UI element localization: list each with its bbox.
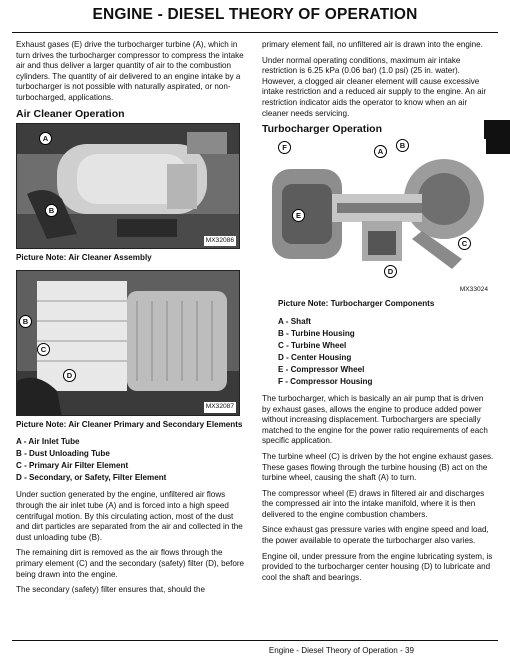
body-paragraph: Under normal operating conditions, maximum air intake restriction is 6.25 kPa (0.06 bar) (1.0 psi) (25 in. water). However, a clogged air cleaner element will cause excessive intake restriction and a reduced air supply to the engine. An air restriction indicator aids the operator to know when an air cleaner needs servicing. (262, 55, 487, 118)
body-paragraph: The compressor wheel (E) draws in filtered air and discharges the compressed air into the intake manifold, where it is then delivered to the engine combustion chambers. (262, 488, 485, 519)
footer-rule (12, 640, 498, 641)
body-paragraph: Under suction generated by the engine, unfiltered air flows through the air inlet tube (A) and is forced into a high speed centrifugal motion. By this circulating action, most of the dust and dirt particles are separated from the air and collected in the dust unloading tube (B). (16, 490, 243, 542)
left-column (16, 40, 248, 601)
callout-c: C (458, 237, 471, 250)
right-column (262, 40, 494, 588)
figure-code: MX32087 (204, 402, 236, 413)
turbocharger-legend (262, 316, 494, 388)
callout-f: F (278, 141, 291, 154)
legend-item: C - Turbine Wheel (278, 340, 347, 350)
callout-d: D (384, 265, 397, 278)
air-cleaner-elements-photo (16, 270, 240, 416)
body-paragraph: The secondary (safety) filter ensures that, should the (16, 585, 205, 595)
legend-item: D - Center Housing (278, 352, 352, 362)
figure-code: MX32086 (204, 236, 236, 247)
page-header (0, 6, 510, 34)
callout-b: B (396, 139, 409, 152)
figure-code: MX33024 (459, 285, 488, 293)
body-paragraph: primary element fail, no unfiltered air is drawn into the engine. (262, 40, 483, 49)
body-paragraph: Engine oil, under pressure from the engine lubricating system, is provided to the turbocharger center housing (D) to lubricate and cool the shaft and bearings. (262, 551, 493, 582)
legend-item: A - Air Inlet Tube (16, 437, 80, 447)
picture-note-turbocharger: Picture Note: Turbocharger Components (278, 299, 435, 309)
legend-item: D - Secondary, or Safety, Filter Element (16, 473, 167, 483)
legend-item: B - Turbine Housing (278, 328, 355, 338)
callout-b: B (19, 315, 32, 328)
picture-note-elements: Picture Note: Air Cleaner Primary and Secondary Elements (16, 419, 243, 429)
body-paragraph: The turbine wheel (C) is driven by the hot engine exhaust gases. These gases flowing through the turbine housing (B) act on the turbine wheel, causing the shaft (A) to turn. (262, 451, 494, 483)
body-paragraph: The turbocharger, which is basically an air pump that is driven by exhaust gases, allows the engine to produce added power without increasing displacement. Turbochargers are specially matched to the engine for the power ratio requirements of each specific application. (262, 393, 488, 446)
picture-note-assembly: Picture Note: Air Cleaner Assembly (16, 253, 152, 263)
body-paragraph: Since exhaust gas pressure varies with engine speed and load, the power available to operate the turbocharger also varies. (262, 525, 489, 546)
legend-item: A - Shaft (278, 316, 311, 326)
header-rule (12, 32, 498, 33)
legend-item: F - Compressor Housing (278, 376, 373, 386)
air-cleaner-heading: Air Cleaner Operation (16, 107, 125, 120)
page-title: ENGINE - DIESEL THEORY OF OPERATION (92, 6, 418, 23)
air-cleaner-legend (16, 436, 248, 484)
turbocharger-heading: Turbocharger Operation (262, 123, 382, 136)
legend-item: E - Compressor Wheel (278, 364, 365, 374)
callout-c: C (37, 343, 50, 356)
legend-item: B - Dust Unloading Tube (16, 449, 110, 459)
callout-b: B (45, 204, 58, 217)
air-cleaner-elements-illustration (17, 271, 240, 416)
page-footer: Engine - Diesel Theory of Operation - 39 (268, 646, 414, 655)
callout-e: E (292, 209, 305, 222)
air-cleaner-assembly-photo (16, 123, 240, 249)
turbocharger-components-photo (262, 139, 486, 285)
callout-a: A (374, 145, 387, 158)
air-cleaner-assembly-illustration (17, 124, 240, 249)
legend-item: C - Primary Air Filter Element (16, 461, 129, 471)
callout-d: D (63, 369, 76, 382)
body-paragraph: The remaining dirt is removed as the air flows through the primary element (C) and the secondary (safety) filter (D), before being drawn into the engine. (16, 548, 245, 579)
callout-a: A (39, 132, 52, 145)
intro-paragraph: Exhaust gases (E) drive the turbocharger turbine (A), which in turn drives the turbocharger compressor to compress the intake air and thus deliver a larger quantity of air to the combustion cylinders. The quantity of air delivered to an engine intake by a turbocharger is not possible with naturally aspirated, or non-turbocharged, applications. (16, 40, 244, 102)
